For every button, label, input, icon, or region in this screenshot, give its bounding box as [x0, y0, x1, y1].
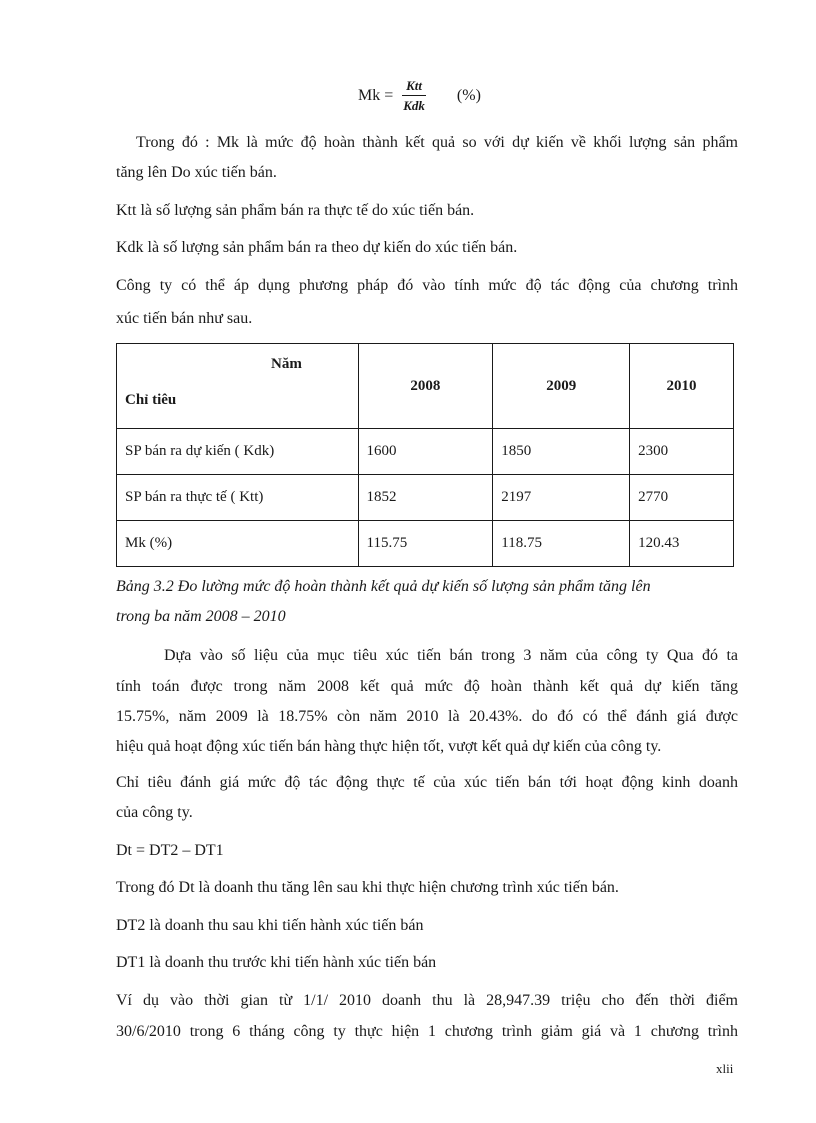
paragraph-line: Công ty có thể áp dụng phương pháp đó vào tính mức độ tác động của chương trình: [116, 277, 738, 294]
paragraph-line: Trong đó Dt là doanh thu tăng lên sau khi thực hiện chương trình xúc tiến bán.: [116, 879, 619, 896]
row-label: SP bán ra dự kiến ( Kdk): [117, 429, 359, 475]
paragraph-line: xúc tiến bán như sau.: [116, 310, 253, 327]
formula-fraction: [399, 78, 429, 114]
table-row: [117, 475, 734, 521]
paragraph-line: Ktt là số lượng sản phẩm bán ra thực tế do xúc tiến bán.: [116, 202, 475, 219]
mk-formula: [358, 76, 481, 116]
paragraph-line: 15.75%, năm 2009 là 18.75% còn năm 2010 là 20.43%. do đó có thể đánh giá được: [116, 708, 738, 725]
table-cell: 1600: [358, 429, 493, 475]
row-label: SP bán ra thực tế ( Ktt): [117, 475, 359, 521]
paragraph-line: Ví dụ vào thời gian từ 1/1/ 2010 doanh thu là 28,947.39 triệu cho đến thời điểm: [116, 992, 738, 1009]
row-label: Mk (%): [117, 521, 359, 567]
paragraph-line: Trong đó : Mk là mức độ hoàn thành kết quả so với dự kiến về khối lượng sản phẩm: [136, 134, 738, 151]
year-header: 2008: [358, 344, 493, 429]
paragraph-line: 30/6/2010 trong 6 tháng công ty thực hiện 1 chương trình giảm giá và 1 chương trình: [116, 1023, 738, 1040]
table-cell: 118.75: [493, 521, 630, 567]
table-cell: 1850: [493, 429, 630, 475]
table-header-row: [117, 344, 734, 429]
paragraph-line: Kdk là số lượng sản phẩm bán ra theo dự kiến do xúc tiến bán.: [116, 239, 518, 256]
table-cell: 115.75: [358, 521, 493, 567]
year-header: 2009: [493, 344, 630, 429]
table-row: [117, 429, 734, 475]
table-cell: 120.43: [630, 521, 734, 567]
table-cell: 2197: [493, 475, 630, 521]
corner-indicator-label: Chỉ tiêu: [125, 392, 177, 408]
corner-year-label: Năm: [271, 356, 302, 372]
paragraph-line: DT2 là doanh thu sau khi tiến hành xúc tiến bán: [116, 917, 424, 934]
paragraph-line: của công ty.: [116, 804, 193, 821]
paragraph-line: hiệu quả hoạt động xúc tiến bán hàng thực hiện tốt, vượt kết quả dự kiến của công ty.: [116, 738, 662, 755]
mk-table: [116, 343, 734, 567]
formula-lhs: Mk =: [358, 87, 394, 104]
formula-numerator: Ktt: [402, 78, 426, 96]
paragraph-line: Chỉ tiêu đánh giá mức độ tác động thực tế của xúc tiến bán tới hoạt động kinh doanh: [116, 774, 738, 791]
paragraph-line: tăng lên Do xúc tiến bán.: [116, 164, 277, 181]
table-cell: 2770: [630, 475, 734, 521]
year-header: 2010: [630, 344, 734, 429]
table-cell: 1852: [358, 475, 493, 521]
page-number: xlii: [716, 1061, 734, 1076]
table-corner-cell: [117, 344, 359, 429]
paragraph-line: Dựa vào số liệu của mục tiêu xúc tiến bán trong 3 năm của công ty Qua đó ta: [164, 647, 738, 664]
formula-denominator: Kdk: [403, 98, 425, 113]
formula-unit: (%): [456, 87, 481, 104]
table-caption: trong ba năm 2008 – 2010: [116, 608, 286, 625]
paragraph-line: DT1 là doanh thu trước khi tiến hành xúc tiến bán: [116, 954, 437, 971]
equation-line: Dt = DT2 – DT1: [116, 842, 224, 859]
table-row: [117, 521, 734, 567]
table-cell: 2300: [630, 429, 734, 475]
paragraph-line: tính toán được trong năm 2008 kết quả mức độ hoàn thành kết quả dự kiến tăng: [116, 678, 738, 695]
table-caption: Bảng 3.2 Đo lường mức độ hoàn thành kết quả dự kiến số lượng sản phẩm tăng lên: [116, 578, 651, 595]
